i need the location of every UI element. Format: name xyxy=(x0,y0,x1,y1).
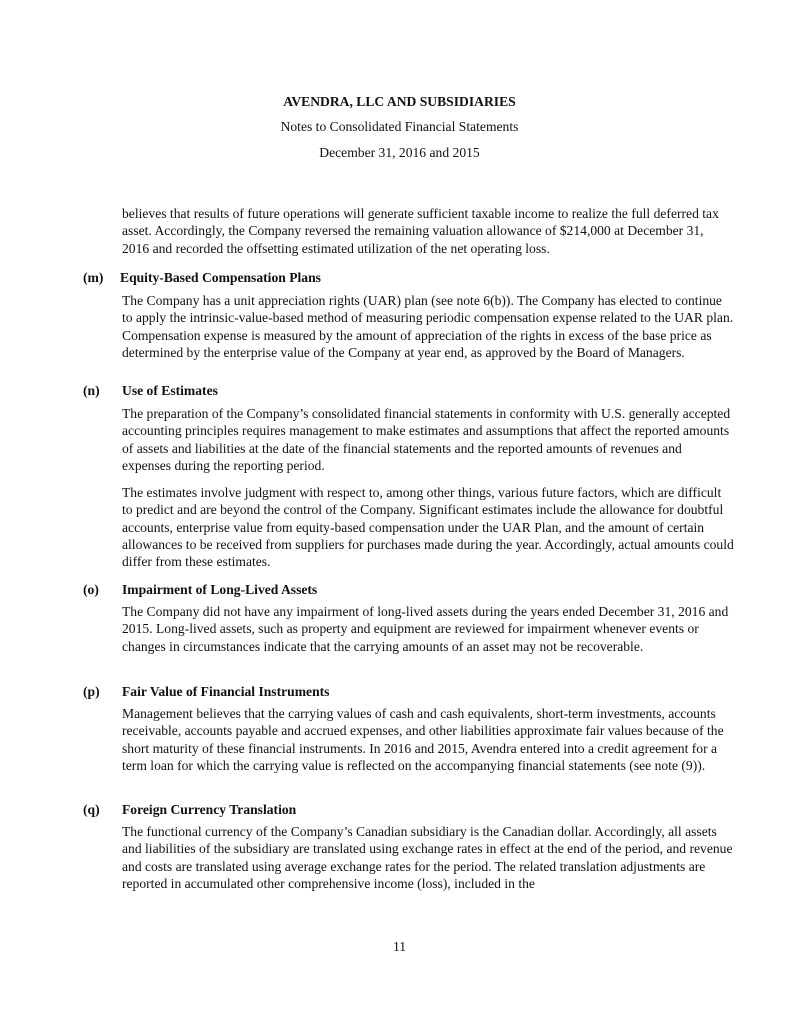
section-q-paragraph-1: The functional currency of the Company’s Canadian subsidiary is the Canadian dollar. Accordingly, all assets and liabilities of the subsidiary are translated using exchange rates in effect at the end of the period, and revenue and costs are translated using average exchange rates for the period. The related translation adjustments are reported in accumulated other comprehensive income (loss), included in the xyxy=(122,824,733,891)
document-subtitle: Notes to Consolidated Financial Statements xyxy=(280,119,519,134)
section-letter: (q) xyxy=(83,802,100,817)
section-heading-o xyxy=(83,581,317,598)
section-m-paragraph-1: The Company has a unit appreciation rights (UAR) plan (see note 6(b)). The Company has elected to continue to apply the intrinsic-value-based method of measuring periodic compensation expense related to the UAR plan. Compensation expense is measured by the amount of appreciation of the rights in excess of the base price as determined by the enterprise value of the Company at year end, as approved by the Board of Managers. xyxy=(122,293,734,360)
page-number: 11 xyxy=(392,939,407,954)
intro-paragraph: believes that results of future operations will generate sufficient taxable income to realize the full deferred tax asset. Accordingly, the Company reversed the remaining valuation allowance of $214,000 at December 31, 2016 and recorded the offsetting estimated utilization of the net operating loss. xyxy=(122,206,719,256)
section-letter: (n) xyxy=(83,383,100,398)
section-letter: (m) xyxy=(83,270,104,285)
section-heading-p xyxy=(83,683,329,700)
document-date: December 31, 2016 and 2015 xyxy=(319,145,480,160)
section-letter: (p) xyxy=(83,684,100,699)
company-name: AVENDRA, LLC AND SUBSIDIARIES xyxy=(283,94,516,109)
section-heading-n xyxy=(83,382,218,399)
section-title: Fair Value of Financial Instruments xyxy=(122,684,330,699)
section-heading-m xyxy=(83,269,321,286)
section-title: Impairment of Long-Lived Assets xyxy=(122,582,318,597)
section-p-paragraph-1: Management believes that the carrying values of cash and cash equivalents, short-term investments, accounts receivable, accounts payable and accrued expenses, and other liabilities approximate fair values because of the short maturity of these financial instruments. In 2016 and 2015, Avendra entered into a credit agreement for a term loan for which the carrying value is reflected on the accompanying financial statements (see note (9)). xyxy=(122,706,724,773)
section-o-paragraph-1: The Company did not have any impairment of long-lived assets during the years ended December 31, 2016 and 2015. Long-lived assets, such as property and equipment are reviewed for impairment whenever events or changes in circumstances indicate that the carrying amounts of an asset may not be recoverable. xyxy=(122,604,729,654)
section-title: Equity-Based Compensation Plans xyxy=(120,270,321,285)
section-title: Use of Estimates xyxy=(122,383,218,398)
section-title: Foreign Currency Translation xyxy=(122,802,297,817)
section-letter: (o) xyxy=(83,582,99,597)
section-heading-q xyxy=(83,801,296,818)
section-n-paragraph-2: The estimates involve judgment with respect to, among other things, various future factors, which are difficult to predict and are beyond the control of the Company. Significant estimates include the allowance for doubtful accounts, enterprise value from equity-based compensation under the UAR Plan, and the amount of certain allowances to be received from suppliers for purchases made during the year. Accordingly, actual amounts could differ from these estimates. xyxy=(122,485,734,570)
section-n-paragraph-1: The preparation of the Company’s consolidated financial statements in conformity with U.S. generally accepted accounting principles requires management to make estimates and assumptions that affect the reported amounts of assets and liabilities at the date of the financial statements and the reported amounts of revenues and expenses during the reporting period. xyxy=(122,406,731,473)
